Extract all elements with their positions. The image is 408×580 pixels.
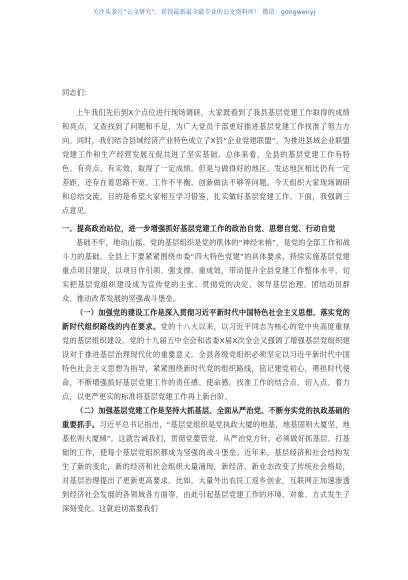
- document-body: [62, 86, 350, 516]
- subheading-2-body: 习近平总书记指出，“基层党组织是党执政大厦的地基，地基固则大厦坚，地基松则大厦倾”。这就告诫我们，贯彻党要管党、从严治党方针，必须做好抓基层、打基础的工作，使每个基层党组织都成为坚强的战斗堡垒。近年来，基层经济和社会结构发生了新的变化，新的经济和社会组织大量涌现，新经济、新业态改变了传统社会格局，对基层治理提出了更新更高要求。比如，大量外出农民工返乡创业，互联网正加速渗透到经济社会发展的各领域各方面等，由此引起基层党建工作的环境、对象、方式发生了深刻变化。这就迫切需要我们: [62, 420, 350, 513]
- paragraph-intro: 上午我们先后到X个点位进行现场调研，大家既看到了我县基层党建工作取得的成绩和亮点，又查找到了问题和不足，为广大党员干部更好推进基层党建工作找准了努力方向。同时，我们结合县域经济产业特色成立了X县“企业党建联盟”，为推进县域企业联盟党建工作和生产经营发展互促共进了坚实基础。总体来看，全县的基层党建工作有特色、有亮点、有实效，取得了一定成绩。但是与做得好的地区、发达地区相比仍有一定差距，还存在着思路不宽、工作不平衡、创新做法不够等问题。今天组织大家现场调研和总结交流，目的是希望大家相互学习借鉴，扎实做好基层党建工作。下面，我强调三点意见。: [62, 108, 350, 215]
- paragraph-foundation: 基础不牢，地动山摇。党的基层组织是党的肌体的“神经末梢”，是党的全部工作和战斗力的基础。全县上下要紧紧围绕市委“四大特色党建”的具体要求，持续实施基层党建重点项目建设，以项目作引领、强支撑、重成效，带动提升全县党建工作整体水平，切实把基层党组织建设成为宣传党的主张、贯彻党的决定、领导基层治理、团结动员群众、推动改革发展的坚强战斗堡垒。: [62, 238, 350, 303]
- salutation: 同志们：: [62, 88, 92, 97]
- header-banner: 关注头条号“公文研究”，获得最新最全最专业的公文资料库！ 微信：gongwenyj: [92, 9, 316, 16]
- heading-section-1: 一、提高政治站位，进一步增强抓好基层党建工作的政治自觉、思想自觉、行动自觉: [62, 224, 336, 233]
- subheading-2: （二）加强基层党建工作是坚持大抓基层、全面从严治党、不断夯实党的执政基础的重要抓手。: [62, 406, 350, 429]
- subheading-1: （一）加强党的建设工作是深入贯彻习近平新时代中国特色社会主义思想、落实党的新时代组织路线的内在要求。: [62, 308, 350, 331]
- paragraph-sub-1: [62, 306, 350, 404]
- subheading-1-body: 党的十八大以来，以习近平同志为核心的党中央高度重视党的基层组织建设。党的十九届五中全会和省委X届X次全会又强调了增强基层党组织建设对于推进基层治理现代化的重要意义。全县各级党组织必须坚定以习近平新时代中国特色社会主义思想为指导，紧紧围绕新时代党的组织路线，铭记建党初心，勇担时代使命，不断增强抓好基层党建工作的责任感、使命感，找准工作的结合点、切入点、着力点，以更严更实的标准将基层党建工作再上新台阶。: [62, 322, 350, 401]
- paragraph-sub-2: [62, 404, 350, 516]
